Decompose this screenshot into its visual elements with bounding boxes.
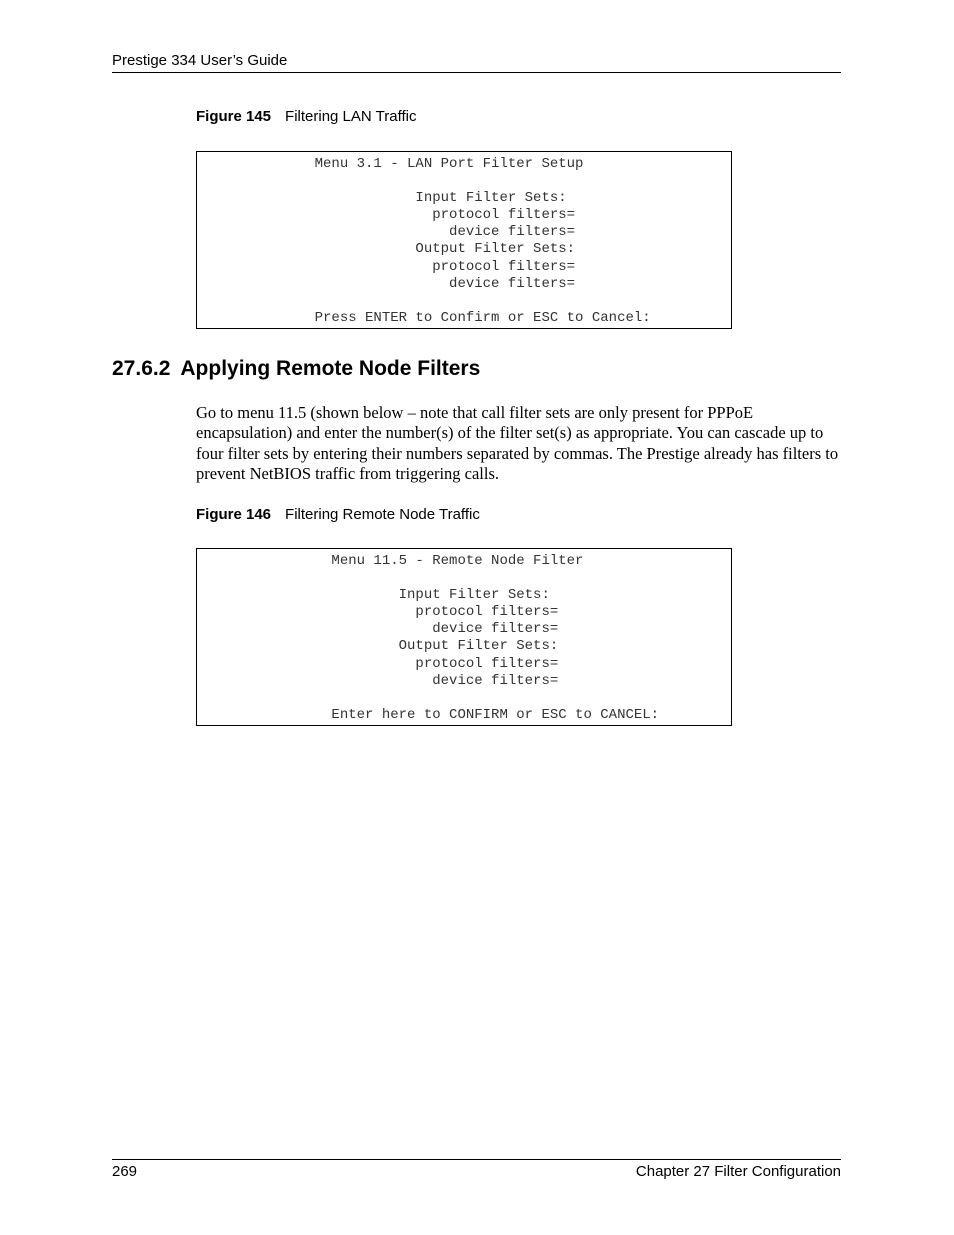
header-title: Prestige 334 User’s Guide [112, 52, 288, 69]
figure-145-number: Figure 145 [196, 108, 272, 125]
figure-146-screen-text: Menu 11.5 - Remote Node Filter Input Filter Sets: protocol filters= device filters= Output Filter Sets: protocol filters= device filters= Enter here to CONFIRM or ESC to CANCEL: [331, 553, 660, 723]
page-number: 269 [112, 1163, 138, 1180]
figure-145-screen [196, 151, 732, 329]
figure-146-caption [196, 506, 480, 524]
section-heading [112, 355, 480, 383]
section-number: 27.6.2 [112, 357, 171, 380]
figure-146-title: Filtering Remote Node Traffic [285, 506, 480, 523]
figure-146-number: Figure 146 [196, 506, 272, 523]
section-title: Applying Remote Node Filters [180, 357, 481, 380]
body-paragraph: Go to menu 11.5 (shown below – note that call filter sets are only present for PPPoE encapsulation) and enter the number(s) of the filter set(s) as appropriate. You can cascade up to four filter sets by entering their numbers separated by commas. The Prestige already has filters to prevent NetBIOS traffic from triggering calls. [196, 403, 839, 483]
running-header [112, 51, 841, 73]
running-footer [112, 1159, 841, 1180]
figure-146-screen [196, 548, 732, 726]
figure-145-title: Filtering LAN Traffic [285, 108, 417, 125]
figure-145-screen-text: Menu 3.1 - LAN Port Filter Setup Input Filter Sets: protocol filters= device filters= Output Filter Sets: protocol filters= device filters= Press ENTER to Confirm or ESC to Cancel: [314, 156, 651, 326]
figure-145-caption [196, 108, 416, 126]
chapter-title: Chapter 27 Filter Configuration [635, 1163, 841, 1180]
